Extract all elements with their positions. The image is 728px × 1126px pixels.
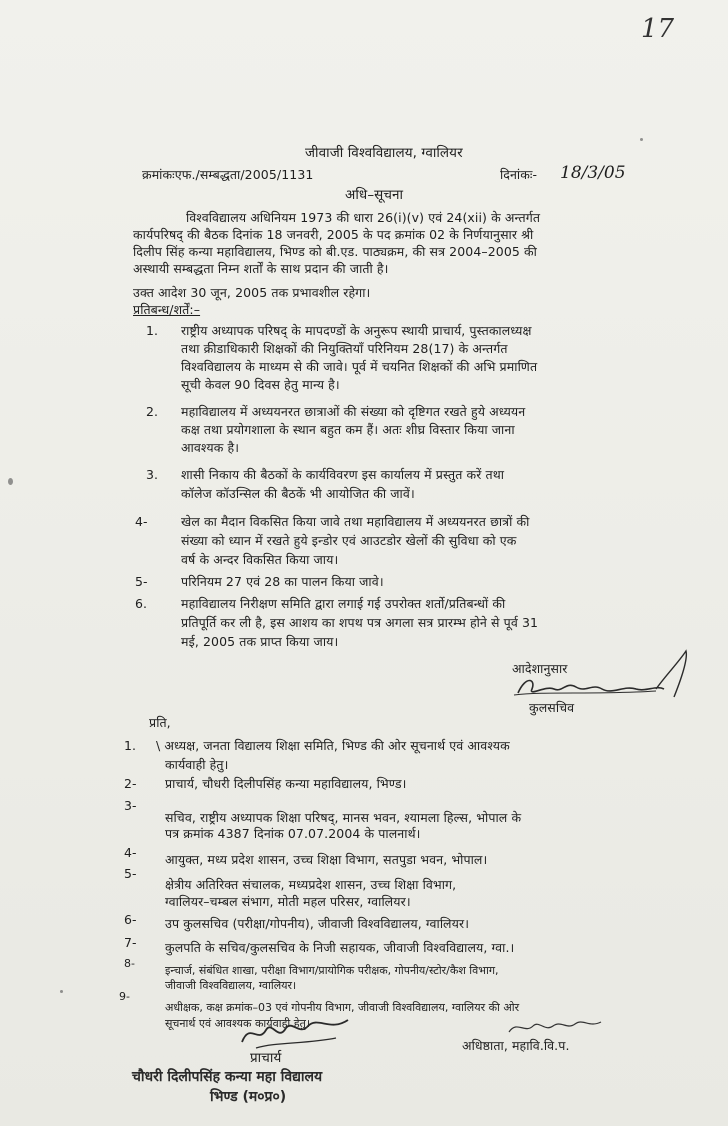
date-value: 18/3/05 (560, 163, 626, 183)
condition-number: 5- (135, 574, 148, 589)
order-label: आदेशानुसार (512, 661, 568, 676)
recipient-line: आयुक्त, मध्य प्रदेश शासन, उच्च शिक्षा विभाग, सतपुडा भवन, भोपाल। (165, 852, 488, 867)
condition-line: कॉलेज कॉउन्सिल की बैठकें भी आयोजित की जावें। (181, 486, 415, 501)
recipient-number: 6- (124, 912, 137, 927)
recipient-number: 9- (119, 990, 130, 1003)
condition-line: आवश्यक है। (181, 440, 240, 455)
recipient-line: ग्वालियर–चम्बल संभाग, मोती महल परिसर, ग्वालियर। (165, 894, 411, 909)
condition-number: 6. (135, 596, 147, 611)
validity-text: उक्त आदेश 30 जून, 2005 तक प्रभावशील रहेगा। (133, 285, 371, 300)
condition-number: 3. (146, 467, 158, 482)
recipient-line: सचिव, राष्ट्रीय अध्यापक शिक्षा परिषद्, मानस भवन, श्यामला हिल्स, भोपाल के (165, 810, 522, 825)
conditions-heading: प्रतिबन्ध/शर्तें:– (133, 302, 201, 317)
stamp-line: चौधरी दिलीपसिंह कन्या महा विद्यालय (132, 1069, 323, 1085)
recipient-number: 7- (124, 935, 137, 950)
recipient-number: 1. (124, 738, 136, 753)
condition-line: कक्ष तथा प्रयोगशाला के स्थान बहुत कम हैं। अतः शीघ्र विस्तार किया जाना (181, 422, 515, 437)
scan-speck (640, 138, 643, 141)
condition-line: विश्वविद्यालय के माध्यम से की जावे। पूर्व में चयनित शिक्षकों की अभि प्रमाणित (181, 359, 538, 374)
notification-title: अधि–सूचना (345, 187, 404, 203)
condition-line: शासी निकाय की बैठकों के कार्यविवरण इस कार्यालय में प्रस्तुत करें तथा (181, 467, 505, 482)
condition-line: खेल का मैदान विकसित किया जावे तथा महाविद्यालय में अध्ययनरत छात्रों की (181, 514, 530, 529)
university-name: जीवाजी विश्वविद्यालय, ग्वालियर (305, 145, 463, 161)
recipient-line: पत्र क्रमांक 4387 दिनांक 07.07.2004 के पालनार्थ। (165, 826, 421, 841)
recipient-line: कार्यवाही हेतु। (165, 757, 229, 772)
condition-line: महाविद्यालय निरीक्षण समिति द्वारा लगाई गई उपरोक्त शर्तो/प्रतिबन्धों की (181, 596, 506, 611)
dean-title: अधिष्ठाता, महावि.वि.प. (462, 1038, 570, 1053)
condition-line: सूची केवल 90 दिवस हेतु मान्य है। (181, 377, 340, 392)
registrar-title: कुलसचिव (529, 700, 575, 715)
reference-number: क्रमांकःएफ./सम्बद्धता/2005/1131 (142, 167, 314, 182)
recipient-number: 5- (124, 866, 137, 881)
recipient-line: कुलपति के सचिव/कुलसचिव के निजी सहायक, जीवाजी विश्वविद्यालय, ग्वा.। (165, 940, 515, 955)
condition-line: तथा क्रीडाधिकारी शिक्षकों की नियुक्तियाँ परिनियम 28(17) के अन्तर्गत (181, 341, 508, 356)
intro-line: अस्थायी सम्बद्धता निम्न शर्तों के साथ प्रदान की जाती है। (133, 261, 389, 276)
recipient-line: प्राचार्य, चौधरी दिलीपसिंह कन्या महाविद्यालय, भिण्ड। (165, 776, 407, 791)
recipient-line: इन्चार्ज, संबंधित शाखा, परीक्षा विभाग/प्रायोगिक परीक्षक, गोपनीय/स्टोर/कैश विभाग, (165, 964, 499, 977)
recipient-line: सूचनार्थ एवं आवश्यक कार्यवाही हेतु। (165, 1017, 311, 1030)
dean-signature-icon (505, 1012, 605, 1040)
condition-line: महाविद्यालय में अध्ययनरत छात्राओं की संख्या को दृष्टिगत रखते हुये अध्ययन (181, 404, 526, 419)
condition-line: परिनियम 27 एवं 28 का पालन किया जावे। (181, 574, 384, 589)
condition-line: संख्या को ध्यान में रखते हुये इन्डोर एवं आउटडोर खेलों की सुविधा को एक (181, 533, 517, 548)
stamp-line: भिण्ड (म०प्र०) (210, 1089, 287, 1105)
condition-line: प्रतिपूर्ति कर ली है, इस आशय का शपथ पत्र अगला सत्र प्रारम्भ होने से पूर्व 31 (181, 615, 539, 630)
page-number: 17 (641, 14, 675, 44)
scan-speck (8, 478, 13, 485)
registrar-signature-icon (506, 645, 696, 707)
principal-title: प्राचार्य (250, 1050, 282, 1066)
recipient-line: जीवाजी विश्वविद्यालय, ग्वालियर। (165, 979, 297, 992)
copy-label: प्रति, (149, 715, 171, 730)
condition-number: 4- (135, 514, 148, 529)
date-label: दिनांकः- (500, 167, 538, 182)
intro-line: विश्वविद्यालय अधिनियम 1973 की धारा 26(i)(v) एवं 24(xii) के अन्तर्गत (186, 210, 541, 225)
principal-signature-icon (236, 1012, 356, 1052)
recipient-line: क्षेत्रीय अतिरिक्त संचालक, मध्यप्रदेश शासन, उच्च शिक्षा विभाग, (165, 877, 457, 892)
recipient-number: 2- (124, 776, 137, 791)
condition-line: मई, 2005 तक प्राप्त किया जाय। (181, 634, 339, 649)
condition-line: राष्ट्रीय अध्यापक परिषद् के मापदण्डों के अनुरूप स्थायी प्राचार्य, पुस्तकालध्यक्ष (181, 323, 532, 338)
recipient-number: 3- (124, 798, 137, 813)
recipient-number: 8- (124, 957, 135, 970)
recipient-line: \ अध्यक्ष, जनता विद्यालय शिक्षा समिति, भिण्ड की ओर सूचनार्थ एवं आवश्यक (156, 738, 510, 753)
recipient-line: उप कुलसचिव (परीक्षा/गोपनीय), जीवाजी विश्वविद्यालय, ग्वालियर। (165, 916, 470, 931)
scan-speck (60, 990, 63, 993)
condition-line: वर्ष के अन्दर विकसित किया जाय। (181, 552, 339, 567)
intro-line: दिलीप सिंह कन्या महाविद्यालय, भिण्ड को बी.एड. पाठ्यक्रम, की सत्र 2004–2005 की (133, 244, 537, 259)
condition-number: 2. (146, 404, 158, 419)
intro-line: कार्यपरिषद् की बैठक दिनांक 18 जनवरी, 2005 के पद क्रमांक 02 के निर्णयानुसार श्री (133, 227, 534, 242)
condition-number: 1. (146, 323, 158, 338)
recipient-number: 4- (124, 845, 137, 860)
recipient-line: अधीक्षक, कक्ष क्रमांक–03 एवं गोपनीय विभाग, जीवाजी विश्वविद्यालय, ग्वालियर की ओर (165, 1001, 520, 1014)
